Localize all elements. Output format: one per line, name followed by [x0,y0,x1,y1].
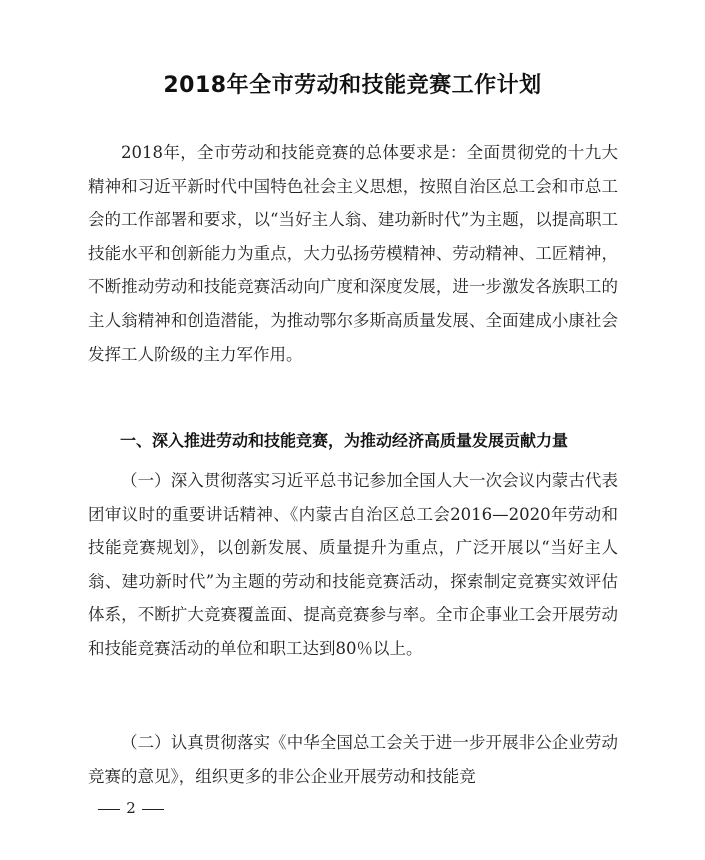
paragraph-item-1: （一）深入贯彻落实习近平总书记参加全国人大一次会议内蒙古代表团审议时的重要讲话精神、《内蒙古自治区总工会2016—2020年劳动和技能竞赛规划》，以创新发展、质量提升为重点，广泛开展以“当好主人翁、建功新时代”为主题的劳动和技能竞赛活动，探索制定竞赛实效评估体系，不断扩大竞赛覆盖面、提高竞赛参与率。全市企事业工会开展劳动和技能竞赛活动的单位和职工达到80％以上。 [88,471,618,658]
footer-dash-left [98,809,120,810]
section-heading-1: 一、深入推进劳动和技能竞赛，为推动经济高质量发展贡献力量 [120,431,569,450]
paragraph-item-2: （二）认真贯彻落实《中华全国总工会关于进一步开展非公企业劳动竞赛的意见》，组织更多的非公企业开展劳动和技能竞 [88,733,618,786]
document-title: 2018年全市劳动和技能竞赛工作计划 [163,72,542,98]
page-number: 2 [126,799,136,817]
paragraph-general-requirements: 2018年，全市劳动和技能竞赛的总体要求是：全面贯彻党的十九大精神和习近平新时代中国特色社会主义思想，按照自治区总工会和市总工会的工作部署和要求，以“当好主人翁、建功新时代”为主题，以提高职工技能水平和创新能力为重点，大力弘扬劳模精神、劳动精神、工匠精神，不断推动劳动和技能竞赛活动向广度和深度发展，进一步激发各族职工的主人翁精神和创造潜能，为推动鄂尔多斯高质量发展、全面建成小康社会发挥工人阶级的主力军作用。 [88,143,618,364]
footer-dash-right [142,809,164,810]
page-footer [92,796,170,820]
